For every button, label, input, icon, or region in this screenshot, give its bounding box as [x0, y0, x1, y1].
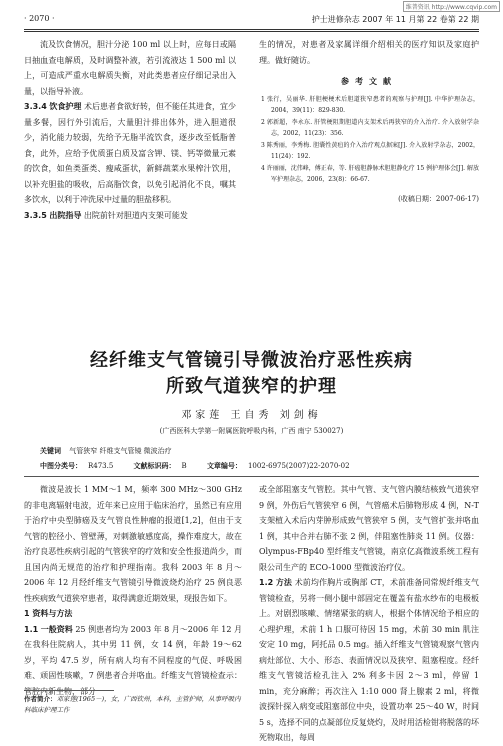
top-left-column: [24, 37, 236, 223]
footnote-text: 邓家莲(1965－)，女，广西钦州，本科，主管护师，从事呼吸内科临床护理工作: [24, 695, 241, 714]
keywords: 气管狭窄 纤维支气管镜 微波治疗: [69, 447, 172, 455]
classification-line: [40, 461, 463, 471]
footnote-rule: [24, 690, 114, 691]
journal-info: 护士进修杂志 2007 年 11 月第 22 卷第 22 期: [311, 15, 479, 24]
reference-item: 1 张行，吴丽华. 肝胆梗梗术后胆道狭窄患者的观察与护理[J]. 中华护理杂志，2004，39(11)：829-830.: [261, 95, 479, 114]
received-date: (收稿日期：2007-06-17): [398, 194, 479, 203]
reference-item: 2 郭新超，李永东. 肝管梗阻期胆道内支架术后再狭窄的介入治疗. 介入放射学杂志，2002，11(23)：356.: [261, 118, 479, 137]
paragraph: [24, 622, 242, 700]
running-header: [24, 14, 479, 26]
article-title-line2: 所致气道狭窄的护理: [166, 376, 337, 397]
affiliation: (广西医科大学第一附属医院呼吸内科，广西 南宁 530027): [159, 427, 344, 435]
section-title: 方法: [275, 578, 293, 587]
header-rule: [24, 29, 479, 30]
section-body: 出院前针对胆道内支架可能发: [83, 210, 188, 220]
section-number: 1.1: [24, 624, 39, 634]
body-left-column: [24, 482, 242, 699]
section-body: 25 例患者均为 2003 年 8 月～2006 年 12 月在我科住院病人，其中男 11 例，女 14 例，年龄 19～62 岁，平均 47.5 岁，所有病人均有不同程度的气促、呼吸困难、顽固性咳嗽，7 例患者合并咯血。纤维支气管镜检查示：管腔内新生物，部分: [24, 624, 243, 696]
footnote-label: 作者简介：: [24, 695, 57, 703]
doc-code-label: 文献标识码：: [133, 462, 176, 470]
body-right-column: [259, 482, 479, 746]
paragraph: 流及饮食情况，胆汁分泌 100 ml 以上时，应每日或隔日抽血查电解质，及时调整补液，若引流液达 1 500 ml 以上，可造成严重水电解质失衡，对此类患者应仔细记录出入量，以指导补液。: [24, 40, 236, 96]
paragraph: 微波是波长 1 MM～1 M，频率 300 MHz～300 GHz 的非电离辐射电波，近年来已应用于临床治疗，虽然已有应用于治疗中央型肺癌及支气管良性肿瘤的报道[1,2]，但由于支气管的腔径小、管壁薄，对刺激敏感度高，操作难度大，故在治疗良恶性疾病引起的气管狭窄的疗效和安全性报道尚少，而且国内尚无规范的治疗和护理指南。我科 2003 年 8 月～2006 年 12 月经纤维支气管镜引导微波烧灼治疗 25 例良恶性疾病致气道狭窄患者，取得满意近期效果，现报告如下。: [24, 485, 242, 603]
footnote: [24, 694, 244, 716]
reference-item: 3 陈秀丽，李秀梅. 胆囊性黄疸的介入治疗观点据案[J]. 介入放射学杂志，2002，11(24)：192.: [261, 141, 479, 160]
section-number: 1.2: [259, 578, 274, 587]
section-title: 饮食护理: [49, 102, 82, 111]
section-body: 术前均作胸片或胸部 CT，术前准备同常规纤维支气管镜检查，另将一侧小腿中部固定在覆盖有盐水纱布的电极板上。对剧烈咳嗽、情绪紧张的病人，根据个体情况给予相应的心理护理，术前 1 h 口服可待因 15 mg，术前 30 min 肌注安定 10 mg，阿托品 0.5 mg。插入纤维支气管镜观察气管内病灶部位、大小、形态、表面情况以及狭窄、阻塞程度。经纤维支气管镜活检孔注入 2% 利多卡因 2～3 ml，停留 1 min，充分麻醉；再次注入 1:10 000 肾上腺素 2 ml，将微波探针探入病变或阻塞部位中央，设置功率 25～40 W，时间 5 s，选择不同的点凝部位反复烧灼，及时用活检钳将脱落的坏死物取出，每周: [259, 578, 480, 742]
paragraph: 生的情况，对患者及家属详细介绍相关的医疗知识及家庭护理。做好随访。: [259, 40, 479, 65]
doc-code-value: B: [181, 462, 187, 470]
clc-value: R473.5: [88, 462, 114, 470]
keywords-label: 关键词: [40, 447, 61, 455]
paragraph: 或全部阻塞支气管腔。其中气管、支气管内膜结核致气道狭窄 9 例，外伤后气管狭窄 6 例，气管癌术后肺物形成 4 例，N-T 支架植入术后内芽肿形成致气管狭窄 5 例，支气管扩张并咯血 1 例，其中合并右肺不张 2 例，伴阻塞性肺炎 11 例。仪器：Olympus-FBp40 型纤维支气管镜，南京亿高微波系统工程有限公司生产的 ECO-1000 型微波治疗仪。: [259, 485, 479, 572]
page-number: · 2070 ·: [24, 14, 55, 23]
section-title: 出院指导: [49, 210, 82, 220]
paragraph: [259, 575, 479, 746]
paragraph: [24, 99, 236, 208]
authors: 邓家莲 王自秀 刘剑梅: [181, 410, 322, 421]
header-rule-thin: [24, 31, 479, 32]
section-number: 3.3.5: [24, 210, 47, 220]
article-title: 经纤维支气管镜引导微波治疗恶性疾病: [90, 350, 413, 371]
references-heading: 参考文献: [341, 77, 397, 86]
section-body: 术后患者食欲好转，但不能任其进食，宜少量多餐，因行外引流后，大量胆汁排出体外，进入胆道很少，消化能力较弱，先给予无脂半流饮食，逐步改至低脂普食，此外，应给予优质蛋白质及富含钾、镁、钙等微量元素的饮食，如鱼类蛋类、瘦咸蛋状，新鲜蔬菜水果榨汁饮用，以补充胆盐的吸收，后高脂饮食，以免引起消化不良，嘱其多饮水，以利于冲洗尿中过量的胆盐移积。: [24, 102, 237, 204]
section-title: 一般资料: [40, 624, 73, 634]
clc-label: 中图分类号：: [40, 462, 82, 470]
keywords-line: [40, 446, 463, 456]
watermark: 维普资讯 http://www.cqvip.com: [403, 1, 500, 12]
article-id-value: 1002-6975(2007)22-2070-02: [247, 462, 350, 470]
section-number: 3.3.4: [24, 102, 47, 111]
section-heading: 1 资料与方法: [24, 609, 73, 618]
divider: [24, 476, 479, 477]
article-id-label: 文章编号：: [206, 462, 242, 470]
reference-item: 4 许丽丽，沈伟峰，傅正春，等. 肝癌胆静脉术胆胆静化疗 15 例护理体会[J]. 解放军护理杂志，2006，23(8)：66-67.: [261, 164, 479, 183]
top-right-column: [259, 37, 479, 207]
paragraph: [24, 208, 236, 224]
